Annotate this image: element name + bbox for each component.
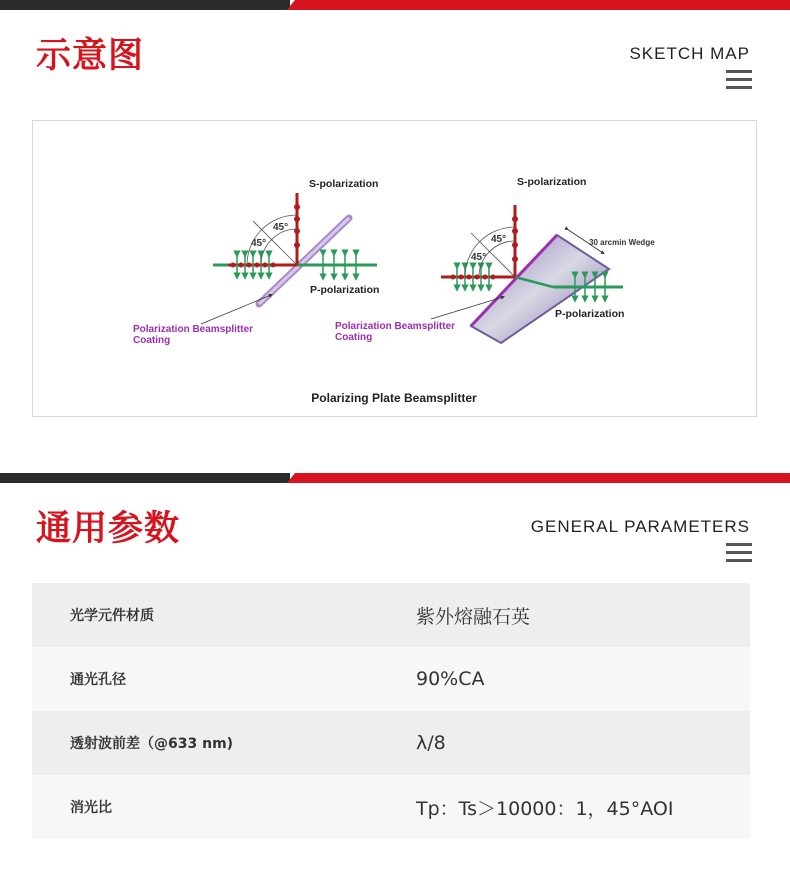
left-coating-label-1: Polarization Beamsplitter xyxy=(133,324,254,335)
bar-dark xyxy=(0,0,290,10)
param-row xyxy=(32,775,750,839)
param-key: 透射波前差（@633 nm) xyxy=(70,736,234,752)
menu-icon xyxy=(726,543,752,563)
section-subtitle-sketch: SKETCH MAP xyxy=(629,44,750,63)
bar-red xyxy=(287,0,790,10)
param-value: 90%CA xyxy=(416,668,485,690)
section-bar-top xyxy=(0,0,790,10)
left-angle-2: 45° xyxy=(251,238,267,249)
param-row xyxy=(32,583,750,647)
param-key: 通光孔径 xyxy=(70,672,126,688)
right-p-label: P-polarization xyxy=(555,308,625,320)
section-bar-params xyxy=(0,473,790,483)
param-row xyxy=(32,711,750,775)
menu-icon xyxy=(726,70,752,90)
section-title-sketch: 示意图 xyxy=(36,36,145,76)
left-angle-1: 45° xyxy=(273,222,289,233)
left-s-label: S-polarization xyxy=(309,178,379,190)
param-key: 消光比 xyxy=(70,800,112,816)
param-key: 光学元件材质 xyxy=(70,608,154,624)
beamsplitter-diagram xyxy=(33,121,756,416)
param-row xyxy=(32,647,750,711)
param-value: Tp：Ts＞10000：1，45°AOI xyxy=(416,797,674,820)
wedge-label: 30 arcmin Wedge xyxy=(589,238,655,247)
left-coating-label-2: Coating xyxy=(133,335,171,346)
right-angle-1: 45° xyxy=(491,234,507,245)
right-coating-label-1: Polarization Beamsplitter xyxy=(335,321,456,332)
params-table xyxy=(32,583,750,839)
param-value: 紫外熔融石英 xyxy=(416,605,531,628)
param-value: λ/8 xyxy=(416,732,446,754)
right-angle-2: 45° xyxy=(471,252,487,263)
right-coating-label-2: Coating xyxy=(335,332,373,343)
left-p-label: P-polarization xyxy=(310,284,380,296)
diagram-caption: Polarizing Plate Beamsplitter xyxy=(311,391,477,405)
bar-dark xyxy=(0,473,290,483)
section-title-params: 通用参数 xyxy=(36,509,181,549)
right-s-label: S-polarization xyxy=(517,176,587,188)
bar-red xyxy=(287,473,790,483)
section-subtitle-params: GENERAL PARAMETERS xyxy=(530,517,750,536)
right-diagram xyxy=(335,176,655,343)
sketch-diagram xyxy=(32,120,757,417)
